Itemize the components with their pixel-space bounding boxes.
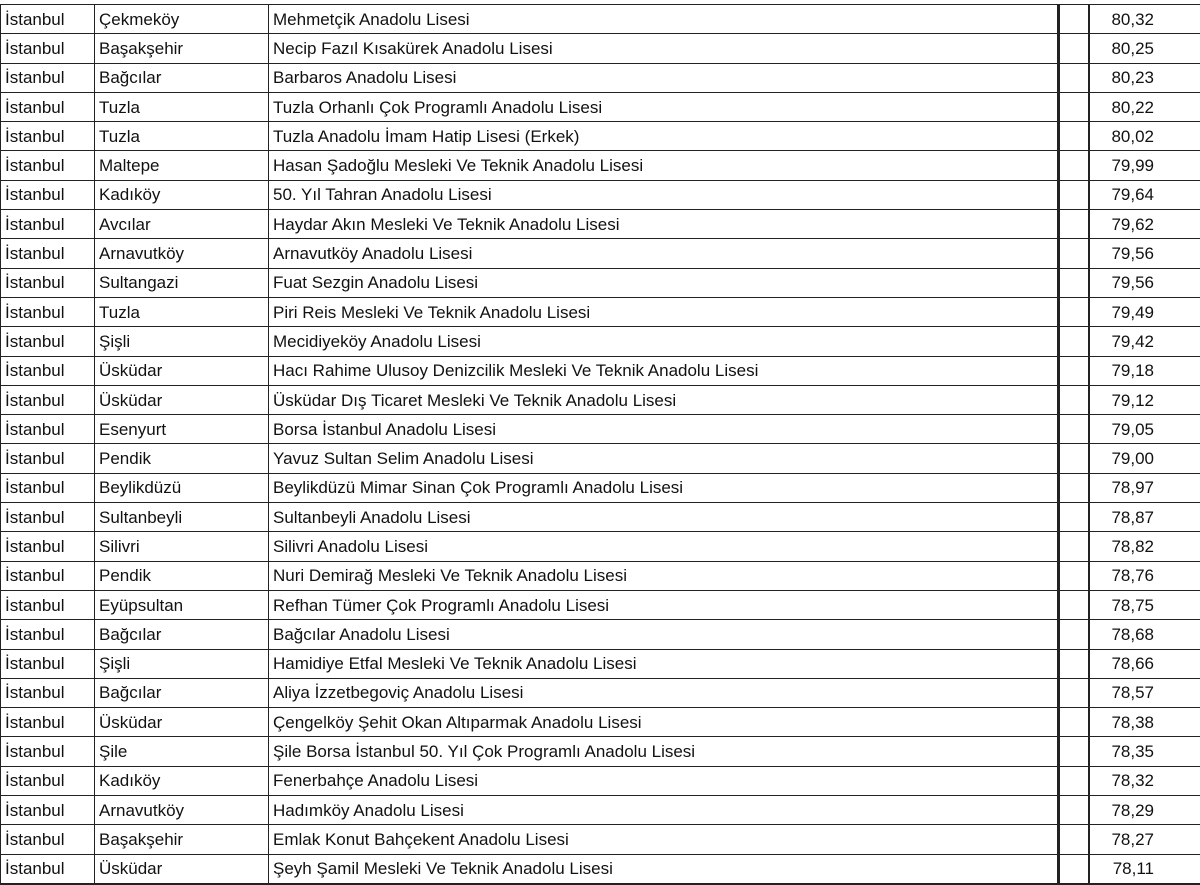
school-name-cell[interactable]: Arnavutköy Anadolu Lisesi xyxy=(269,239,1059,268)
empty-cell[interactable] xyxy=(1059,239,1089,268)
table-row xyxy=(1,92,1200,121)
score-cell[interactable]: 78,66 xyxy=(1089,649,1200,678)
school-name-cell[interactable]: Hadımköy Anadolu Lisesi xyxy=(269,796,1059,825)
score-cell[interactable]: 78,38 xyxy=(1089,708,1200,737)
score-cell[interactable]: 78,29 xyxy=(1089,796,1200,825)
district-cell[interactable]: Tuzla xyxy=(95,122,269,151)
district-cell[interactable]: Arnavutköy xyxy=(95,239,269,268)
empty-cell[interactable] xyxy=(1059,620,1089,649)
school-name-cell[interactable]: Silivri Anadolu Lisesi xyxy=(269,532,1059,561)
city-cell[interactable]: İstanbul xyxy=(1,796,95,825)
school-name-cell[interactable]: Beylikdüzü Mimar Sinan Çok Programlı Anadolu Lisesi xyxy=(269,473,1059,502)
score-cell[interactable]: 80,02 xyxy=(1089,122,1200,151)
table-row xyxy=(1,385,1200,414)
city-cell[interactable]: İstanbul xyxy=(1,444,95,473)
empty-cell[interactable] xyxy=(1059,503,1089,532)
city-cell[interactable]: İstanbul xyxy=(1,532,95,561)
district-cell[interactable]: Tuzla xyxy=(95,92,269,121)
score-cell[interactable]: 79,05 xyxy=(1089,415,1200,444)
school-name-cell[interactable]: Çengelköy Şehit Okan Altıparmak Anadolu Lisesi xyxy=(269,708,1059,737)
district-cell[interactable]: Pendik xyxy=(95,444,269,473)
city-cell[interactable]: İstanbul xyxy=(1,268,95,297)
empty-cell[interactable] xyxy=(1059,678,1089,707)
empty-cell[interactable] xyxy=(1059,444,1089,473)
table-row xyxy=(1,796,1200,825)
score-cell[interactable]: 79,18 xyxy=(1089,356,1200,385)
table-row xyxy=(1,63,1200,92)
score-cell[interactable]: 79,64 xyxy=(1089,180,1200,209)
district-cell[interactable]: Silivri xyxy=(95,532,269,561)
city-cell[interactable]: İstanbul xyxy=(1,678,95,707)
table-row xyxy=(1,590,1200,619)
score-cell[interactable]: 78,82 xyxy=(1089,532,1200,561)
score-cell[interactable]: 78,32 xyxy=(1089,766,1200,795)
city-cell[interactable]: İstanbul xyxy=(1,415,95,444)
school-name-cell[interactable]: Borsa İstanbul Anadolu Lisesi xyxy=(269,415,1059,444)
score-cell[interactable]: 78,27 xyxy=(1089,825,1200,854)
score-cell[interactable]: 78,75 xyxy=(1089,590,1200,619)
empty-cell[interactable] xyxy=(1059,122,1089,151)
district-cell[interactable]: Üsküdar xyxy=(95,385,269,414)
empty-cell[interactable] xyxy=(1059,766,1089,795)
empty-cell[interactable] xyxy=(1059,590,1089,619)
school-name-cell[interactable]: Yavuz Sultan Selim Anadolu Lisesi xyxy=(269,444,1059,473)
district-cell[interactable]: Şişli xyxy=(95,649,269,678)
empty-cell[interactable] xyxy=(1059,385,1089,414)
table-row xyxy=(1,620,1200,649)
school-name-cell[interactable]: Nuri Demirağ Mesleki Ve Teknik Anadolu Lisesi xyxy=(269,561,1059,590)
empty-cell[interactable] xyxy=(1059,92,1089,121)
city-cell[interactable]: İstanbul xyxy=(1,5,95,34)
empty-cell[interactable] xyxy=(1059,737,1089,766)
school-name-cell[interactable]: Şeyh Şamil Mesleki Ve Teknik Anadolu Lisesi xyxy=(269,854,1059,884)
empty-cell[interactable] xyxy=(1059,649,1089,678)
school-name-cell[interactable]: 50. Yıl Tahran Anadolu Lisesi xyxy=(269,180,1059,209)
district-cell[interactable]: Başakşehir xyxy=(95,34,269,63)
city-cell[interactable]: İstanbul xyxy=(1,473,95,502)
score-cell[interactable]: 79,56 xyxy=(1089,268,1200,297)
school-name-cell[interactable]: Tuzla Orhanlı Çok Programlı Anadolu Lisesi xyxy=(269,92,1059,121)
table-row xyxy=(1,766,1200,795)
school-name-cell[interactable]: Barbaros Anadolu Lisesi xyxy=(269,63,1059,92)
city-cell[interactable]: İstanbul xyxy=(1,92,95,121)
table-row xyxy=(1,444,1200,473)
score-cell[interactable]: 80,23 xyxy=(1089,63,1200,92)
empty-cell[interactable] xyxy=(1059,5,1089,34)
city-cell[interactable]: İstanbul xyxy=(1,356,95,385)
district-cell[interactable]: Şişli xyxy=(95,327,269,356)
table-row xyxy=(1,737,1200,766)
district-cell[interactable]: Maltepe xyxy=(95,151,269,180)
score-cell[interactable]: 78,11 xyxy=(1089,854,1200,884)
score-cell[interactable]: 78,97 xyxy=(1089,473,1200,502)
table-row xyxy=(1,239,1200,268)
city-cell[interactable]: İstanbul xyxy=(1,708,95,737)
empty-cell[interactable] xyxy=(1059,34,1089,63)
school-name-cell[interactable]: Piri Reis Mesleki Ve Teknik Anadolu Lisesi xyxy=(269,297,1059,326)
table-row xyxy=(1,122,1200,151)
table-row xyxy=(1,649,1200,678)
score-cell[interactable]: 79,42 xyxy=(1089,327,1200,356)
empty-cell[interactable] xyxy=(1059,356,1089,385)
school-name-cell[interactable]: Üsküdar Dış Ticaret Mesleki Ve Teknik Anadolu Lisesi xyxy=(269,385,1059,414)
table-row xyxy=(1,180,1200,209)
city-cell[interactable]: İstanbul xyxy=(1,825,95,854)
score-cell[interactable]: 78,57 xyxy=(1089,678,1200,707)
district-cell[interactable]: Üsküdar xyxy=(95,708,269,737)
table-row xyxy=(1,825,1200,854)
city-cell[interactable]: İstanbul xyxy=(1,649,95,678)
empty-cell[interactable] xyxy=(1059,708,1089,737)
empty-cell[interactable] xyxy=(1059,210,1089,239)
district-cell[interactable]: Eyüpsultan xyxy=(95,590,269,619)
empty-cell[interactable] xyxy=(1059,63,1089,92)
district-cell[interactable]: Beylikdüzü xyxy=(95,473,269,502)
city-cell[interactable]: İstanbul xyxy=(1,297,95,326)
school-name-cell[interactable]: Emlak Konut Bahçekent Anadolu Lisesi xyxy=(269,825,1059,854)
school-name-cell[interactable]: Aliya İzzetbegoviç Anadolu Lisesi xyxy=(269,678,1059,707)
school-name-cell[interactable]: Sultanbeyli Anadolu Lisesi xyxy=(269,503,1059,532)
score-cell[interactable]: 79,99 xyxy=(1089,151,1200,180)
district-cell[interactable]: Esenyurt xyxy=(95,415,269,444)
city-cell[interactable]: İstanbul xyxy=(1,620,95,649)
school-name-cell[interactable]: Necip Fazıl Kısakürek Anadolu Lisesi xyxy=(269,34,1059,63)
district-cell[interactable]: Tuzla xyxy=(95,297,269,326)
score-cell[interactable]: 79,12 xyxy=(1089,385,1200,414)
table-row xyxy=(1,268,1200,297)
district-cell[interactable]: Arnavutköy xyxy=(95,796,269,825)
score-cell[interactable]: 79,00 xyxy=(1089,444,1200,473)
empty-cell[interactable] xyxy=(1059,796,1089,825)
city-cell[interactable]: İstanbul xyxy=(1,327,95,356)
empty-cell[interactable] xyxy=(1059,297,1089,326)
score-cell[interactable]: 78,87 xyxy=(1089,503,1200,532)
table-row xyxy=(1,327,1200,356)
district-cell[interactable]: Bağcılar xyxy=(95,620,269,649)
empty-cell[interactable] xyxy=(1059,415,1089,444)
table-row xyxy=(1,297,1200,326)
city-cell[interactable]: İstanbul xyxy=(1,385,95,414)
city-cell[interactable]: İstanbul xyxy=(1,503,95,532)
table-row xyxy=(1,503,1200,532)
table-row xyxy=(1,678,1200,707)
table-row xyxy=(1,473,1200,502)
district-cell[interactable]: Kadıköy xyxy=(95,766,269,795)
score-cell[interactable]: 80,32 xyxy=(1089,5,1200,34)
table-row xyxy=(1,415,1200,444)
score-cell[interactable]: 78,68 xyxy=(1089,620,1200,649)
school-name-cell[interactable]: Şile Borsa İstanbul 50. Yıl Çok Programlı Anadolu Lisesi xyxy=(269,737,1059,766)
district-cell[interactable]: Üsküdar xyxy=(95,356,269,385)
city-cell[interactable]: İstanbul xyxy=(1,34,95,63)
table-row xyxy=(1,210,1200,239)
score-cell[interactable]: 79,49 xyxy=(1089,297,1200,326)
school-name-cell[interactable]: Haydar Akın Mesleki Ve Teknik Anadolu Lisesi xyxy=(269,210,1059,239)
city-cell[interactable]: İstanbul xyxy=(1,180,95,209)
table-row xyxy=(1,356,1200,385)
table-row xyxy=(1,561,1200,590)
table-row xyxy=(1,151,1200,180)
table-row xyxy=(1,854,1200,884)
table-row xyxy=(1,34,1200,63)
school-name-cell[interactable]: Hamidiye Etfal Mesleki Ve Teknik Anadolu Lisesi xyxy=(269,649,1059,678)
district-cell[interactable]: Şile xyxy=(95,737,269,766)
district-cell[interactable]: Bağcılar xyxy=(95,63,269,92)
school-name-cell[interactable]: Bağcılar Anadolu Lisesi xyxy=(269,620,1059,649)
school-name-cell[interactable]: Fuat Sezgin Anadolu Lisesi xyxy=(269,268,1059,297)
city-cell[interactable]: İstanbul xyxy=(1,737,95,766)
score-cell[interactable]: 80,25 xyxy=(1089,34,1200,63)
school-name-cell[interactable]: Fenerbahçe Anadolu Lisesi xyxy=(269,766,1059,795)
score-cell[interactable]: 79,62 xyxy=(1089,210,1200,239)
table-row xyxy=(1,708,1200,737)
city-cell[interactable]: İstanbul xyxy=(1,854,95,884)
empty-cell[interactable] xyxy=(1059,151,1089,180)
district-cell[interactable]: Kadıköy xyxy=(95,180,269,209)
city-cell[interactable]: İstanbul xyxy=(1,122,95,151)
city-cell[interactable]: İstanbul xyxy=(1,766,95,795)
city-cell[interactable]: İstanbul xyxy=(1,210,95,239)
city-cell[interactable]: İstanbul xyxy=(1,590,95,619)
score-cell[interactable]: 79,56 xyxy=(1089,239,1200,268)
school-name-cell[interactable]: Mecidiyeköy Anadolu Lisesi xyxy=(269,327,1059,356)
city-cell[interactable]: İstanbul xyxy=(1,151,95,180)
school-name-cell[interactable]: Hasan Şadoğlu Mesleki Ve Teknik Anadolu Lisesi xyxy=(269,151,1059,180)
empty-cell[interactable] xyxy=(1059,180,1089,209)
district-cell[interactable]: Çekmeköy xyxy=(95,5,269,34)
district-cell[interactable]: Avcılar xyxy=(95,210,269,239)
school-name-cell[interactable]: Tuzla Anadolu İmam Hatip Lisesi (Erkek) xyxy=(269,122,1059,151)
city-cell[interactable]: İstanbul xyxy=(1,561,95,590)
city-cell[interactable]: İstanbul xyxy=(1,63,95,92)
city-cell[interactable]: İstanbul xyxy=(1,239,95,268)
score-cell[interactable]: 78,35 xyxy=(1089,737,1200,766)
district-cell[interactable]: Pendik xyxy=(95,561,269,590)
table-row xyxy=(1,5,1200,34)
district-cell[interactable]: Başakşehir xyxy=(95,825,269,854)
school-name-cell[interactable]: Refhan Tümer Çok Programlı Anadolu Lisesi xyxy=(269,590,1059,619)
empty-cell[interactable] xyxy=(1059,532,1089,561)
score-cell[interactable]: 78,76 xyxy=(1089,561,1200,590)
district-cell[interactable]: Sultangazi xyxy=(95,268,269,297)
school-score-table xyxy=(0,4,1200,885)
district-cell[interactable]: Bağcılar xyxy=(95,678,269,707)
school-name-cell[interactable]: Mehmetçik Anadolu Lisesi xyxy=(269,5,1059,34)
empty-cell[interactable] xyxy=(1059,561,1089,590)
empty-cell[interactable] xyxy=(1059,268,1089,297)
empty-cell[interactable] xyxy=(1059,854,1089,884)
score-cell[interactable]: 80,22 xyxy=(1089,92,1200,121)
district-cell[interactable]: Üsküdar xyxy=(95,854,269,884)
school-name-cell[interactable]: Hacı Rahime Ulusoy Denizcilik Mesleki Ve Teknik Anadolu Lisesi xyxy=(269,356,1059,385)
empty-cell[interactable] xyxy=(1059,473,1089,502)
empty-cell[interactable] xyxy=(1059,327,1089,356)
table-body xyxy=(1,5,1200,884)
empty-cell[interactable] xyxy=(1059,825,1089,854)
district-cell[interactable]: Sultanbeyli xyxy=(95,503,269,532)
table-row xyxy=(1,532,1200,561)
